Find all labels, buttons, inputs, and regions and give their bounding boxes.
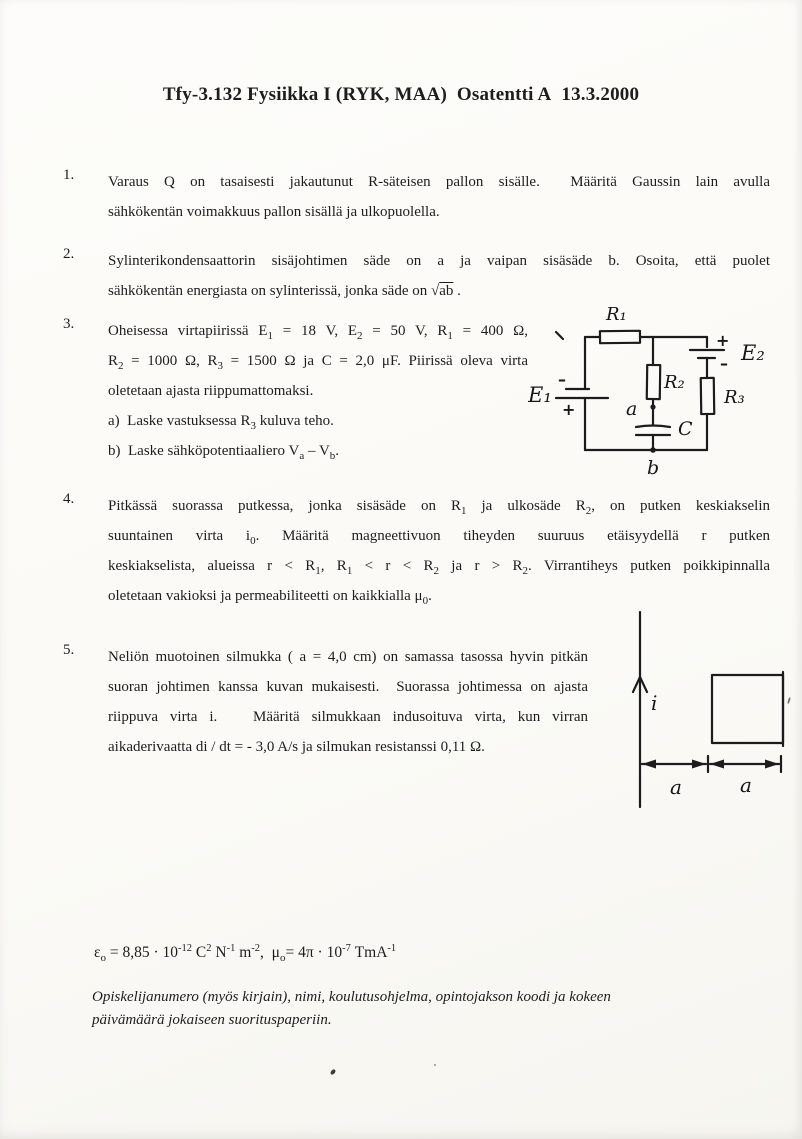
- text-line: sähkökentän energiasta on sylinterissä, jonka säde on √ab .: [108, 283, 461, 299]
- footer-line: Opiskelijanumero (myös kirjain), nimi, koulutusohjelma, opintojakson koodi ja kokeen: [92, 989, 611, 1005]
- problem-number: 1.: [63, 167, 75, 183]
- text-line: keskiakselista, alueissa $r < R_1$, $R_1 < r < R_2$ ja $r > R_2$. Virrantiheys putken poikkipinnalla: [108, 558, 770, 577]
- label-e2: E₂: [741, 341, 765, 365]
- text-line: Neliön muotoinen silmukka ( a = 4,0 cm) on samassa tasossa hyvin pitkän: [108, 649, 588, 665]
- text-line: suoran johtimen kanssa kuvan mukaisesti. Suorassa johtimessa on ajasta: [108, 679, 588, 695]
- e1-plus-sign: +: [562, 400, 576, 419]
- arrowhead-right-icon: [692, 760, 706, 769]
- arrowhead-left-icon: [710, 760, 724, 769]
- battery-e1: [528, 370, 608, 419]
- label-dist-right: a: [740, 773, 752, 797]
- text-line: $R_2 = 1000$ Ω, $R_3 = 1500$ Ω ja C = 2,0 μF. Piirissä oleva virta: [108, 353, 528, 372]
- capacitor-c: [636, 418, 693, 440]
- label-r3: R₃: [724, 387, 745, 408]
- arrowhead-right-icon: [765, 760, 779, 769]
- ink-speck: [330, 1068, 337, 1075]
- exam-title: Tfy-3.132 Fysiikka I (RYK, MAA) Osatentti A 13.3.2000: [162, 84, 640, 105]
- label-node-b: b: [647, 457, 660, 479]
- node-a: [626, 398, 656, 420]
- stray-mark: [556, 332, 563, 339]
- problem-number: 3.: [63, 316, 75, 332]
- text-line: Varaus Q on tasaisesti jakautunut R-säteisen pallon sisälle. Määritä Gaussin lain avulla: [108, 174, 770, 190]
- label-dist-left: a: [670, 775, 682, 799]
- problem-number: 5.: [63, 642, 75, 658]
- ink-speck: [434, 1064, 436, 1066]
- problem-1: [0, 167, 802, 227]
- node-b: [647, 447, 659, 479]
- label-current: i: [651, 691, 658, 715]
- text-line: suuntainen virta $i_0$. Määritä magneettivuon tiheyden suuruus etäisyydellä r putken: [108, 528, 770, 547]
- text-line: oletetaan vakioksi ja permeabiliteetti on kaikkialla $\mu_0$.: [108, 588, 432, 607]
- problem-number: 4.: [63, 491, 75, 507]
- label-r2: R₂: [664, 372, 685, 393]
- footer-instructions: [92, 986, 611, 1032]
- loop-figure: [602, 586, 802, 821]
- label-r1: R₁: [606, 304, 627, 325]
- label-node-a: a: [626, 398, 638, 420]
- text-line: sähkökentän voimakkuus pallon sisällä ja ulkopuolella.: [108, 204, 440, 220]
- text-line: Oheisessa virtapiirissä $E_1 = 18$ V, $E_2 = 50$ V, $R_1 = 400$ Ω,: [108, 323, 528, 342]
- constants-line: $\varepsilon_o = 8,85 \cdot 10^{-12}$ $C^2$ $N^{-1}$ $m^{-2}$, $\mu_o= 4\pi \cdot 10^{-7}$ TmA$^{-1}$: [94, 942, 397, 965]
- circuit-figure: [528, 288, 800, 503]
- text-line: b) Laske sähköpotentiaaliero $V_a - V_b$.: [108, 443, 340, 462]
- text-line: oletetaan ajasta riippumattomaksi.: [108, 383, 314, 399]
- resistor-r1: [600, 304, 640, 343]
- e2-plus-sign: +: [716, 331, 730, 350]
- e1-minus-sign: –: [558, 370, 566, 389]
- dimension-lines: [642, 756, 781, 799]
- label-e1: E₁: [528, 383, 552, 407]
- label-c: C: [678, 418, 693, 440]
- arrowhead-left-icon: [642, 760, 656, 769]
- resistor-r2: [647, 365, 685, 399]
- text-line: aikaderivaatta di / dt = - 3,0 A/s ja silmukan resistanssi 0,11 Ω.: [108, 739, 485, 755]
- square-loop: [712, 672, 783, 746]
- e2-minus-sign: –: [720, 354, 728, 373]
- straight-wire: [633, 612, 657, 807]
- text-line: a) Laske vastuksessa $R_3$ kuluva teho.: [108, 413, 334, 432]
- resistor-r3: [701, 378, 745, 414]
- text-line: riippuva virta i. Määritä silmukkaan indusoituva virta, kun virran: [108, 709, 588, 725]
- text-line: Pitkässä suorassa putkessa, jonka sisäsäde on $R_1$ ja ulkosäde $R_2$, on putken keskiakselin: [108, 498, 770, 517]
- problem-number: 2.: [63, 246, 75, 262]
- text-line: Sylinterikondensaattorin sisäjohtimen säde on a ja vaipan sisäsäde b. Osoita, että puolet: [108, 253, 770, 269]
- footer-line: päivämäärä jokaiseen suorituspaperiin.: [92, 1012, 332, 1028]
